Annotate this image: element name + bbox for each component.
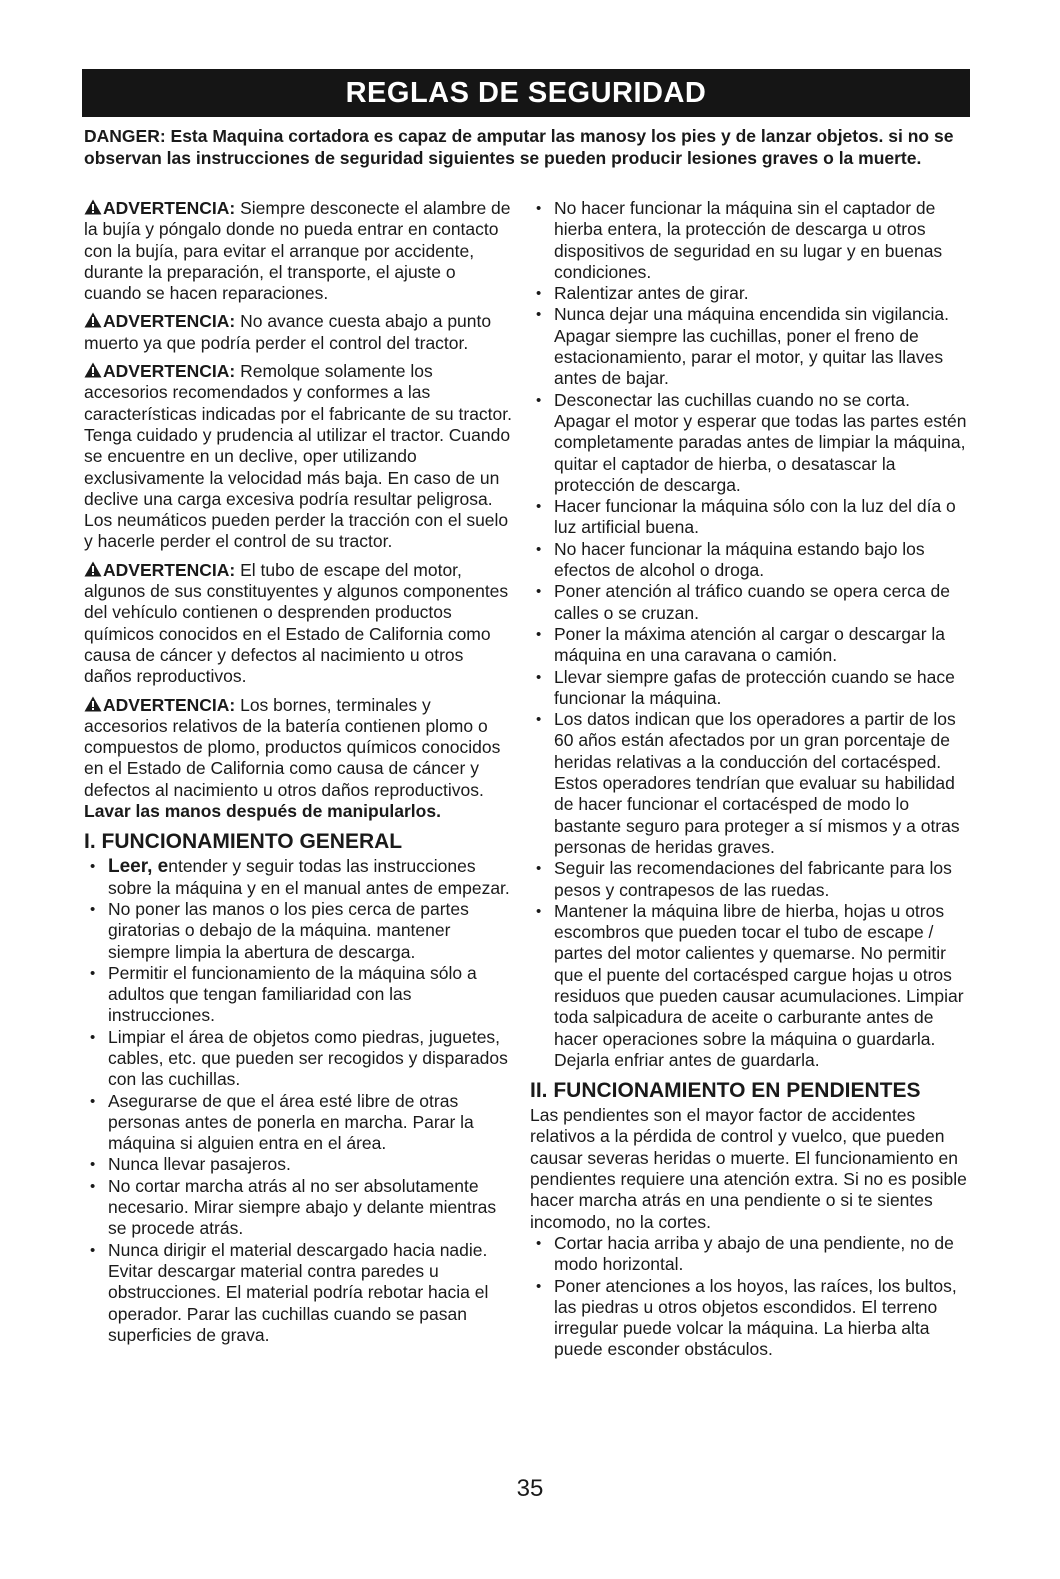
list-item: • No cortar marcha atrás al no ser absolutamente necesario. Mirar siempre abajo y delante mientras se procede atrás. [84, 1176, 514, 1240]
list-item [84, 856, 514, 899]
warning-triangle-icon [84, 199, 102, 215]
list-item: • Desconectar las cuchillas cuando no se corta. Apagar el motor y esperar que todas las partes estén completamente paradas antes de limpiar la máquina, quitar el captador de hierba, o desatascar la protección de descarga. [530, 390, 970, 496]
warning-heading [84, 361, 235, 381]
slopes-intro: Las pendientes son el mayor factor de accidentes relativos a la pérdida de control y vuelco, que pueden causar severas heridas o muerte. El funcionamiento en pendientes requiere una atención extra. Si no es posible hacer marcha atrás en una pendiente o si te sientes incomodo, no la cortes. [530, 1105, 967, 1232]
warning-heading [84, 311, 235, 331]
warning-triangle-icon [84, 362, 102, 378]
slopes-rules-list [530, 1233, 970, 1361]
list-item: • Nunca dirigir el material descargado hacia nadie. Evitar descargar material contra paredes u obstrucciones. El material podría rebotar hacia el operador. Parar las cuchillas cuando se pasan superficies de grava. [84, 1240, 514, 1346]
list-item: • Poner la máxima atención al cargar o descargar la máquina en una caravana o camión. [530, 624, 970, 667]
warning-text: Remolque solamente los accesorios recomendados y conformes a las características indicadas por el fabricante de su tractor. Tenga cuidado y prudencia al utilizar el tractor. Cuando se encuentre en un declive, oper utilizando exclusivamente la velocidad más baja. En caso de un declive una carga excesiva podría resultar peligrosa. Los neumáticos pueden perder la tracción con el suelo y hacerle perder el control de su tractor. [84, 361, 512, 552]
section-heading-slopes: II. FUNCIONAMIENTO EN PENDIENTES [530, 1079, 921, 1103]
list-item: • Asegurarse de que el área esté libre de otras personas antes de ponerla en marcha. Parar la máquina si alguien entra en el área. [84, 1091, 514, 1155]
list-item: • Los datos indican que los operadores a partir de los 60 años están afectados por un gran porcentaje de heridas relativas a la conducción del cortacésped. Estos operadores tendrían que evaluar su habilidad de hacer funcionar el cortacésped de modo lo bastante seguro para proteger a sí mismos y a otras personas de heridas graves. [530, 709, 970, 858]
warning-1 [84, 198, 514, 304]
warning-text: Siempre desconecte el alambre de la bujía y póngalo donde no pueda entrar en contacto con la bujía, para evitar el arranque por accidente, durante la preparación, el transporte, el ajuste o cuando se hacen reparaciones. [84, 198, 511, 304]
right-column [530, 198, 970, 1361]
warning-heading [84, 695, 235, 715]
general-rules-list [84, 856, 514, 1346]
page-title: REGLAS DE SEGURIDAD [82, 69, 970, 117]
list-item: • Ralentizar antes de girar. [530, 283, 970, 304]
warning-2 [84, 311, 514, 354]
list-item: • Mantener la máquina libre de hierba, hojas u otros escombros que pueden tocar el tubo de escape / partes del motor calientes y quemarse. No permitir que el puente del cortacésped cargue hojas u otros residuos que pueden causar acumulaciones. Limpiar toda salpicadura de aceite o carburante antes de hacer operaciones sobre la máquina o guardarla. Dejarla enfriar antes de guardarla. [530, 901, 970, 1071]
warning-5 [84, 695, 514, 823]
list-item: • Llevar siempre gafas de protección cuando se hace funcionar la máquina. [530, 667, 970, 710]
general-rules-list-continued [530, 198, 970, 1071]
list-item: • Nunca llevar pasajeros. [84, 1154, 514, 1175]
warning-4 [84, 560, 514, 688]
warning-text: No avance cuesta abajo a punto muerto ya que podría perder el control del tractor. [84, 311, 492, 353]
list-item: • No poner las manos o los pies cerca de partes giratorias o debajo de la máquina. mantener siempre limpia la abertura de descarga. [84, 899, 514, 963]
list-item: • Permitir el funcionamiento de la máquina sólo a adultos que tengan familiaridad con las instrucciones. [84, 963, 514, 1027]
warning-heading [84, 560, 235, 580]
warning-label: ADVERTENCIA: [103, 311, 236, 332]
page-number: 35 [516, 1475, 544, 1502]
list-item: • Hacer funcionar la máquina sólo con la luz del día o luz artificial buena. [530, 496, 970, 539]
warning-3 [84, 361, 514, 553]
list-item: • No hacer funcionar la máquina estando bajo los efectos de alcohol o droga. [530, 539, 970, 582]
warning-label: ADVERTENCIA: [103, 198, 236, 218]
list-item: • Cortar hacia arriba y abajo de una pendiente, no de modo horizontal. [530, 1233, 970, 1276]
list-item: • Seguir las recomendaciones del fabricante para los pesos y contrapesos de las ruedas. [530, 858, 970, 901]
list-item: • Nunca dejar una máquina encendida sin vigilancia. Apagar siempre las cuchillas, poner el freno de estacionamiento, parar el motor, y quitar las llaves antes de bajar. [530, 304, 970, 389]
warning-heading [84, 198, 235, 218]
danger-notice: DANGER: Esta Maquina cortadora es capaz de amputar las manosy los pies y de lanzar objetos. si no se observan las instrucciones de seguridad siguientes se pueden producir lesiones graves o la muerte. [84, 126, 954, 168]
warning-triangle-icon [84, 561, 102, 577]
list-item-lead: Leer, e [108, 856, 169, 878]
warning-label: ADVERTENCIA: [103, 559, 236, 580]
list-item: • No hacer funcionar la máquina sin el captador de hierba entera, la protección de descarga u otros dispositivos de seguridad en su lugar y en buenas condiciones. [530, 198, 970, 283]
warning-triangle-icon [84, 696, 102, 712]
warning-text: El tubo de escape del motor, algunos de sus constituyentes y algunos componentes del vehículo contienen o desprenden productos químicos conocidos en el Estado de California como causa de cáncer y defectos al nacimiento u otros daños reproductivos. [84, 559, 509, 687]
warning-label: ADVERTENCIA: [103, 694, 236, 715]
list-item: • Poner atención al tráfico cuando se opera cerca de calles o se cruzan. [530, 581, 970, 624]
warning-triangle-icon [84, 312, 102, 328]
list-item: • Poner atenciones a los hoyos, las raíces, los bultos, las piedras u otros objetos escondidos. El terreno irregular puede volcar la máquina. La hierba alta puede esconder obstáculos. [530, 1276, 970, 1361]
warning-text: Los bornes, terminales y accesorios relativos de la batería contienen plomo o compuestos de plomo, productos químicos conocidos en el Estado de California como causa de cáncer y defectos al nacimiento u otros daños reproductivos. [84, 694, 501, 800]
left-column [84, 198, 514, 1346]
warning-label: ADVERTENCIA: [103, 361, 236, 382]
warning-emphasis: Lavar las manos después de manipularlos. [84, 801, 441, 822]
list-item: • Limpiar el área de objetos como piedras, juguetes, cables, etc. que pueden ser recogidos y disparados con las cuchillas. [84, 1027, 514, 1091]
section-heading-general: I. FUNCIONAMIENTO GENERAL [84, 830, 403, 854]
list-item-text: ntender y seguir todas las instrucciones sobre la máquina y en el manual antes de empezar. [108, 856, 510, 898]
